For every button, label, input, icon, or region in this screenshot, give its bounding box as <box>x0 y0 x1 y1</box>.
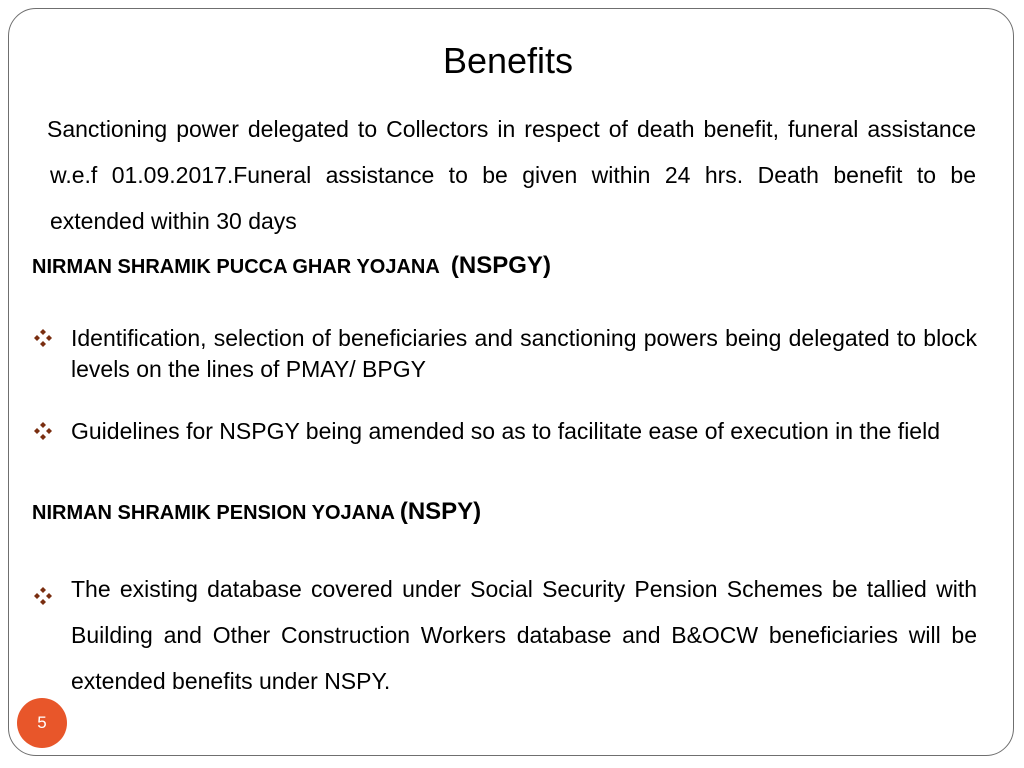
section-heading-abbr: (NSPY) <box>399 498 482 525</box>
section-heading-abbr: (NSPGY) <box>450 252 551 279</box>
bullet-item <box>32 566 977 704</box>
section-heading-nspgy <box>32 252 551 280</box>
section-heading-text: NIRMAN SHRAMIK PENSION YOJANA <box>32 502 395 524</box>
bullet-text: Guidelines for NSPGY being amended so as to facilitate ease of execution in the field <box>71 418 940 444</box>
page-number-badge: 5 <box>17 698 67 748</box>
bullet-text: The existing database covered under Social Security Pension Schemes be tallied with Building and Other Construction Workers database and B&OCW beneficiaries will be extended benefits under NSPY. <box>71 576 977 694</box>
bullet-item <box>32 416 977 447</box>
intro-paragraph: Sanctioning power delegated to Collectors in respect of death benefit, funeral assistance w.e.f 01.09.2017.Funeral assistance to be given within 24 hrs. Death benefit to be extended within 30 days <box>47 116 976 234</box>
bullet-item <box>32 323 977 385</box>
diamond-bullet-icon <box>32 326 54 354</box>
section-heading-nspy <box>32 498 481 526</box>
bullet-text: Identification, selection of beneficiaries and sanctioning powers being delegated to block levels on the lines of PMAY/ BPGY <box>71 325 977 382</box>
diamond-bullet-icon <box>32 576 54 604</box>
section-heading-text: NIRMAN SHRAMIK PUCCA GHAR YOJANA <box>32 256 440 278</box>
diamond-bullet-icon <box>32 419 54 447</box>
slide-title: Benefits <box>442 40 574 81</box>
